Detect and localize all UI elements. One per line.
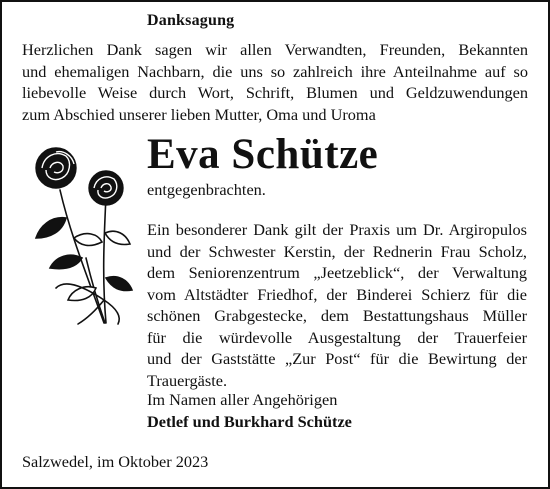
thanks-line: Ein besonderer Dank gilt der Praxis um Dr. Argiropulos xyxy=(147,220,527,239)
thanks-line: für die würdevolle Ausgestaltung der Trauerfeier xyxy=(147,327,527,347)
intro-line: liebevolle Weise durch Wort, Schrift, Blumen und Geldzuwendungen xyxy=(22,83,528,102)
rose-bouquet-icon xyxy=(26,138,136,328)
thanks-paragraph xyxy=(147,219,527,391)
thanks-line: und der Schwester Kerstin, der Rednerin Frau Scholz, xyxy=(147,241,527,261)
thanks-line: vom Altstädter Friedhof, der Binderei Schierz für die xyxy=(147,284,527,304)
intro-line: Herzlichen Dank sagen wir allen Verwandten, Freunden, Bekannten xyxy=(22,40,528,59)
signature-names: Detlef und Burkhard Schütze xyxy=(147,412,352,431)
notice-heading: Danksagung xyxy=(147,12,235,29)
thanks-line: dem Seniorenzentrum „Jeetzeblick“, der Verwaltung xyxy=(147,263,527,282)
intro-paragraph xyxy=(22,39,528,125)
deceased-name: Eva Schütze xyxy=(147,131,379,178)
place-date: Salzwedel, im Oktober 2023 xyxy=(22,452,209,471)
intro-line: zum Abschied unserer lieben Mutter, Oma und Uroma xyxy=(22,104,376,124)
intro-line: und ehemaligen Nachbarn, die uns so zahlreich ihre Anteilnahme auf so xyxy=(22,61,528,81)
thanks-line: Trauergäste. xyxy=(147,370,228,390)
thanks-line: und der Gaststätte „Zur Post“ für die Bewirtung der xyxy=(147,349,527,368)
thanks-line: schönen Grabgestecke, dem Bestattungshaus Müller xyxy=(147,306,527,325)
entgegenbrachten-text: entgegenbrachten. xyxy=(147,180,266,199)
signature-intro: Im Namen aller Angehörigen xyxy=(147,390,338,409)
